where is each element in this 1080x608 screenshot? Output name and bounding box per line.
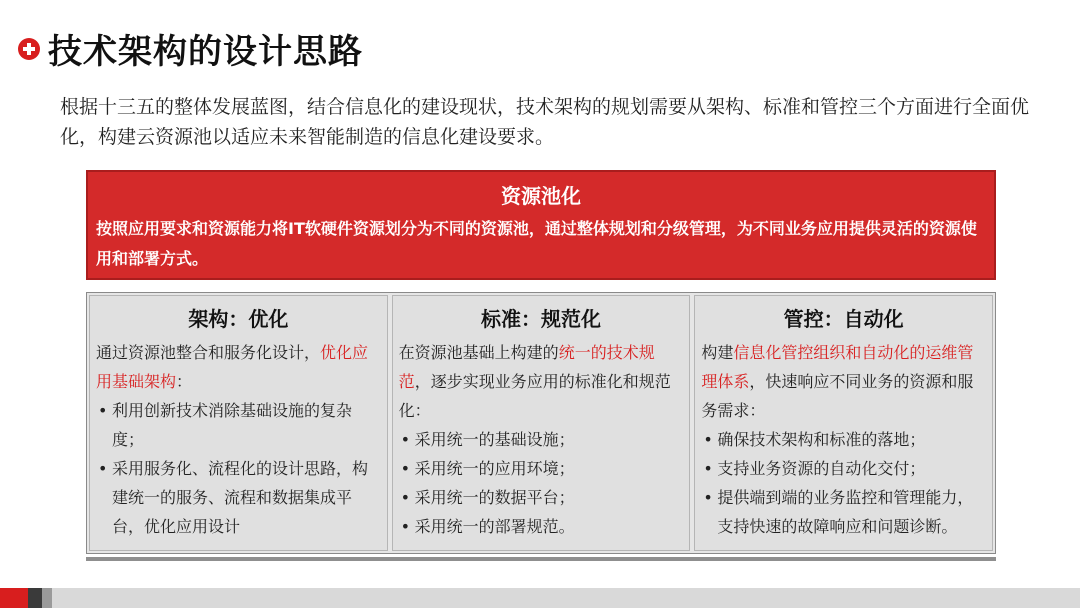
list-item: • 利用创新技术消除基础设施的复杂度； — [96, 396, 381, 454]
bullet-list — [701, 425, 986, 541]
footer-accent-red — [0, 588, 28, 608]
page-title: 技术架构的设计思路 — [48, 32, 363, 72]
column-intro — [701, 338, 986, 425]
column-title: 架构：优化 — [188, 307, 289, 331]
intro-highlight: 优化应用基础架构 — [96, 343, 369, 391]
list-item: • 采用服务化、流程化的设计思路，构建统一的服务、流程和数据集成平台，优化应用设计 — [96, 454, 381, 541]
intro-highlight: 统一的技术规范 — [398, 343, 655, 391]
column-intro — [399, 338, 684, 425]
three-column-panel — [86, 292, 996, 554]
intro-text: ： — [176, 372, 193, 391]
bullet-list — [399, 425, 684, 541]
intro-text: ，快速响应不同业务的资源和服务需求： — [701, 372, 974, 420]
list-item: • 采用统一的数据平台； — [399, 483, 684, 512]
footer-accent-dark — [28, 588, 42, 608]
divider — [86, 557, 996, 561]
intro-text: ，逐步实现业务应用的标准化和规范化： — [398, 372, 671, 420]
column-standards — [392, 295, 691, 551]
plus-circle-icon — [18, 38, 40, 60]
list-item: • 采用统一的基础设施； — [399, 425, 684, 454]
column-title: 管控：自动化 — [783, 307, 904, 331]
intro-highlight: 信息化管控组织和自动化的运维管理体系 — [701, 343, 974, 391]
column-intro — [96, 338, 381, 396]
list-item: • 支持业务资源的自动化交付； — [701, 454, 986, 483]
column-title: 标准：规范化 — [481, 307, 601, 331]
column-architecture — [89, 295, 388, 551]
list-item: • 采用统一的部署规范。 — [399, 512, 684, 541]
footer-accent-gray — [42, 588, 52, 608]
list-item: • 提供端到端的业务监控和管理能力，支持快速的故障响应和问题诊断。 — [701, 483, 986, 541]
bullet-list — [96, 396, 381, 541]
list-item: • 确保技术架构和标准的落地； — [701, 425, 986, 454]
intro-paragraph: 根据十三五的整体发展蓝图，结合信息化的建设现状，技术架构的规划需要从架构、标准和管控三个方面进行全面优化，构建云资源池以适应未来智能制造的信息化建设要求。 — [60, 96, 1030, 148]
list-item: • 采用统一的应用环境； — [399, 454, 684, 483]
banner-title: 资源池化 — [501, 184, 581, 208]
intro-text: 通过资源池整合和服务化设计， — [96, 343, 321, 362]
banner-body: 按照应用要求和资源能力将IT软硬件资源划分为不同的资源池，通过整体规划和分级管理，为不同业务应用提供灵活的资源使用和部署方式。 — [96, 219, 977, 268]
column-governance — [694, 295, 993, 551]
footer-bar — [0, 588, 1080, 608]
intro-text: 构建 — [701, 343, 734, 362]
intro-text: 在资源池基础上构建的 — [398, 343, 559, 362]
resource-pool-banner — [86, 170, 996, 280]
